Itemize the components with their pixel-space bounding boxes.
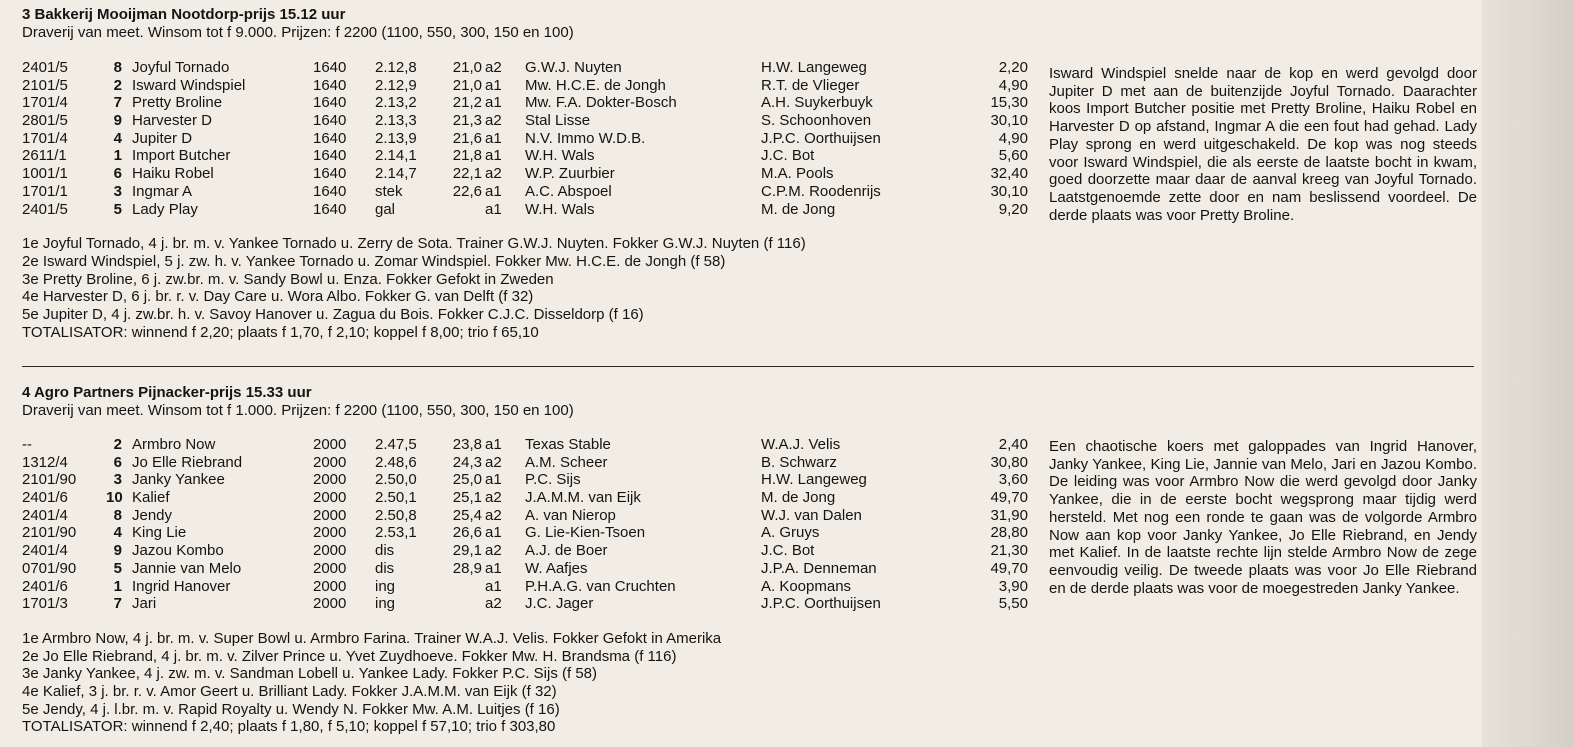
time-cell: 2.12,9 bbox=[375, 76, 417, 94]
form-cell: 1701/4 bbox=[22, 94, 68, 112]
time-cell: dis bbox=[375, 542, 395, 560]
pedigree-list bbox=[22, 235, 1477, 341]
form-cell: 1701/3 bbox=[22, 595, 68, 613]
class-cell: a2 bbox=[485, 112, 502, 130]
start-number-cell: 10 bbox=[106, 489, 123, 507]
class-cell: a1 bbox=[485, 436, 502, 453]
form-cell: 2101/5 bbox=[22, 76, 68, 94]
distance-cell: 2000 bbox=[313, 471, 347, 489]
km-time-cell: 21,3 bbox=[452, 112, 482, 130]
owner-cell: W. Aafjes bbox=[525, 559, 588, 577]
horse-cell: Lady Play bbox=[132, 200, 198, 218]
class-cell: a1 bbox=[485, 471, 502, 489]
distance-cell: 2000 bbox=[313, 595, 347, 613]
pedigree-line: 5e Jendy, 4 j. l.br. m. v. Rapid Royalty u. Wendy N. Fokker Mw. A.M. Luitjes (f 16) bbox=[22, 700, 560, 718]
start-number-cell: 4 bbox=[113, 129, 122, 147]
class-cell: a1 bbox=[485, 182, 502, 200]
time-cell: 2.50,8 bbox=[375, 506, 417, 524]
horse-cell: Kalief bbox=[132, 489, 170, 507]
class-cell: a2 bbox=[485, 506, 502, 524]
horse-cell: Ingmar A bbox=[132, 182, 193, 200]
start-number-cell: 9 bbox=[113, 542, 122, 560]
horse-cell: Haiku Robel bbox=[132, 165, 214, 183]
time-cell: stek bbox=[375, 182, 403, 200]
class-cell: a2 bbox=[485, 489, 502, 507]
form-cell: 2101/90 bbox=[22, 524, 77, 542]
km-time-cell: 25,4 bbox=[452, 506, 482, 524]
driver-cell: M.A. Pools bbox=[761, 165, 834, 183]
horse-cell: Jupiter D bbox=[132, 129, 193, 147]
km-time-cell: 28,9 bbox=[452, 559, 482, 577]
class-cell: a1 bbox=[485, 76, 502, 94]
start-number-cell: 4 bbox=[113, 524, 122, 542]
horse-cell: Ingrid Hanover bbox=[132, 577, 231, 595]
distance-cell: 2000 bbox=[313, 524, 347, 542]
time-cell: 2.13,9 bbox=[375, 129, 417, 147]
pedigree-line: 3e Pretty Broline, 6 j. zw.br. m. v. Sandy Bowl u. Enza. Fokker Gefokt in Zweden bbox=[22, 270, 554, 288]
race-3-block bbox=[22, 6, 1477, 341]
payout-cell: 30,10 bbox=[990, 112, 1028, 130]
km-time-cell: 26,6 bbox=[452, 524, 482, 542]
time-cell: 2.13,2 bbox=[375, 94, 417, 112]
race-4-block bbox=[22, 384, 1477, 736]
section-divider bbox=[22, 366, 1474, 367]
payout-cell: 3,90 bbox=[998, 577, 1028, 595]
horse-cell: King Lie bbox=[132, 524, 187, 542]
class-cell: a2 bbox=[485, 453, 502, 471]
form-cell: 2401/4 bbox=[22, 506, 68, 524]
time-cell: 2.14,1 bbox=[375, 147, 417, 165]
pedigree-line: 1e Joyful Tornado, 4 j. br. m. v. Yankee Tornado u. Zerry de Sota. Trainer G.W.J. Nuyten. Fokker G.W.J. Nuyten (f 116) bbox=[22, 235, 806, 253]
distance-cell: 2000 bbox=[313, 559, 347, 577]
km-time-cell: 25,1 bbox=[452, 489, 482, 507]
form-cell: 2611/1 bbox=[22, 147, 67, 165]
owner-cell: A.C. Abspoel bbox=[525, 182, 612, 200]
start-number-cell: 8 bbox=[113, 59, 122, 76]
owner-cell: Mw. F.A. Dokter-Bosch bbox=[525, 94, 677, 112]
start-number-cell: 8 bbox=[113, 506, 122, 524]
driver-cell: J.C. Bot bbox=[761, 147, 815, 165]
class-cell: a1 bbox=[485, 94, 502, 112]
time-cell: 2.53,1 bbox=[375, 524, 417, 542]
form-cell: 2101/90 bbox=[22, 471, 77, 489]
horse-cell: Jari bbox=[132, 595, 157, 613]
form-cell: 2401/4 bbox=[22, 542, 68, 560]
form-cell: 1701/4 bbox=[22, 129, 68, 147]
payout-cell: 30,10 bbox=[990, 182, 1028, 200]
time-cell: gal bbox=[375, 200, 396, 218]
form-cell: 2401/6 bbox=[22, 577, 68, 595]
totalisator-line: TOTALISATOR: winnend f 2,40; plaats f 1,80, f 5,10; koppel f 57,10; trio f 303,80 bbox=[22, 718, 556, 736]
horse-cell: Import Butcher bbox=[132, 147, 231, 165]
distance-cell: 2000 bbox=[313, 506, 347, 524]
owner-cell: G. Lie-Kien-Tsoen bbox=[525, 524, 646, 542]
owner-cell: W.H. Wals bbox=[525, 147, 595, 165]
owner-cell: A.M. Scheer bbox=[525, 453, 608, 471]
km-time-cell: 21,6 bbox=[452, 129, 482, 147]
payout-cell: 15,30 bbox=[990, 94, 1028, 112]
form-cell: 2801/5 bbox=[22, 112, 68, 130]
class-cell: a2 bbox=[485, 165, 502, 183]
form-cell: 2401/6 bbox=[22, 489, 68, 507]
driver-cell: A. Koopmans bbox=[761, 577, 852, 595]
km-time-cell: 22,1 bbox=[452, 165, 482, 183]
time-cell: 2.50,0 bbox=[375, 471, 417, 489]
payout-cell: 31,90 bbox=[990, 506, 1028, 524]
start-number-cell: 5 bbox=[113, 200, 122, 218]
pedigree-line: 2e Jo Elle Riebrand, 4 j. br. m. v. Zilver Prince u. Yvet Zuydhoeve. Fokker Mw. H. Brandsma (f 116) bbox=[22, 647, 677, 665]
driver-cell: M. de Jong bbox=[761, 489, 836, 507]
owner-cell: N.V. Immo W.D.B. bbox=[525, 129, 646, 147]
payout-cell: 21,30 bbox=[990, 542, 1028, 560]
owner-cell: G.W.J. Nuyten bbox=[525, 59, 622, 76]
owner-cell: W.H. Wals bbox=[525, 200, 595, 218]
race-title: 3 Bakkerij Mooijman Nootdorp-prijs 15.12 uur bbox=[22, 6, 346, 23]
form-cell: 1001/1 bbox=[22, 165, 68, 183]
distance-cell: 2000 bbox=[313, 577, 347, 595]
payout-cell: 2,40 bbox=[998, 436, 1028, 453]
time-cell: ing bbox=[375, 577, 396, 595]
pedigree-list bbox=[22, 630, 1477, 736]
payout-cell: 49,70 bbox=[990, 489, 1028, 507]
payout-cell: 30,80 bbox=[990, 453, 1028, 471]
pedigree-line: 1e Armbro Now, 4 j. br. m. v. Super Bowl u. Armbro Farina. Trainer W.A.J. Velis. Fokker Gefokt in Amerika bbox=[22, 629, 722, 647]
driver-cell: J.P.A. Denneman bbox=[761, 559, 877, 577]
start-number-cell: 6 bbox=[113, 165, 122, 183]
pedigree-line: 4e Kalief, 3 j. br. r. v. Amor Geert u. Brilliant Lady. Fokker J.A.M.M. van Eijk (f 32) bbox=[22, 682, 557, 700]
class-cell: a1 bbox=[485, 524, 502, 542]
driver-cell: C.P.M. Roodenrijs bbox=[761, 182, 881, 200]
race-report: Een chaotische koers met galoppades van Ingrid Hanover, Janky Yankee, King Lie, Jannie van Melo, Jari en Jazou Kombo. De leiding was voor Armbro Now die werd gevolgd door Janky Yankee, die in de eerste bocht wegsprong maar tijdig werd hersteld. Met nog een ronde te gaan was de volgorde Armbro Now aan kop voor Janky Yankee, Jo Elle Riebrand, en Jendy met Kalief. In de laatste rechte lijn stelde Armbro Now de zege eenvoudig veilig. De tweede plaats was voor Jo Elle Riebrand en de derde plaats was voor de moegestreden Janky Yankee. bbox=[1049, 438, 1477, 597]
owner-cell: P.H.A.G. van Cruchten bbox=[525, 577, 676, 595]
race-report: Isward Windspiel snelde naar de kop en werd gevolgd door Jupiter D met aan de buitenzijde Joyful Tornado. Daarachter koos Import Butcher positie met Pretty Broline, Haiku Robel en Harvester D op afstand, Ingmar A die een fout had gehad. Lady Play sprong en werd uitgeschakeld. De kop was nog steeds voor Isward Windspiel, die als eerste de laatste bocht in kwam, goed doorzette maar daar de aanval kreeg van Joyful Tornado. Laatstgenoemde zette door en nam beslissend voordeel. De derde plaats was voor Pretty Broline. bbox=[1049, 65, 1477, 224]
distance-cell: 1640 bbox=[313, 59, 347, 76]
class-cell: a1 bbox=[485, 559, 502, 577]
distance-cell: 1640 bbox=[313, 112, 347, 130]
form-cell: 0701/90 bbox=[22, 559, 77, 577]
payout-cell: 4,90 bbox=[998, 129, 1028, 147]
driver-cell: J.P.C. Oorthuijsen bbox=[761, 595, 881, 613]
horse-cell: Joyful Tornado bbox=[132, 59, 230, 76]
km-time-cell: 23,8 bbox=[452, 436, 482, 453]
km-time-cell: 25,0 bbox=[452, 471, 482, 489]
distance-cell: 1640 bbox=[313, 94, 347, 112]
km-time-cell: 21,0 bbox=[452, 76, 482, 94]
distance-cell: 2000 bbox=[313, 453, 347, 471]
start-number-cell: 2 bbox=[113, 436, 122, 453]
form-cell: 1312/4 bbox=[22, 453, 68, 471]
driver-cell: W.J. van Dalen bbox=[761, 506, 862, 524]
horse-cell: Isward Windspiel bbox=[132, 76, 246, 94]
class-cell: a2 bbox=[485, 59, 502, 76]
time-cell: dis bbox=[375, 559, 395, 577]
time-cell: 2.47,5 bbox=[375, 436, 417, 453]
form-cell: 1701/1 bbox=[22, 182, 68, 200]
class-cell: a1 bbox=[485, 577, 502, 595]
time-cell: 2.13,3 bbox=[375, 112, 417, 130]
payout-cell: 5,50 bbox=[998, 595, 1028, 613]
horse-cell: Janky Yankee bbox=[132, 471, 225, 489]
driver-cell: J.P.C. Oorthuijsen bbox=[761, 129, 881, 147]
distance-cell: 2000 bbox=[313, 489, 347, 507]
start-number-cell: 6 bbox=[113, 453, 122, 471]
driver-cell: B. Schwarz bbox=[761, 453, 837, 471]
horse-cell: Jannie van Melo bbox=[132, 559, 242, 577]
start-number-cell: 3 bbox=[113, 182, 122, 200]
form-cell: 2401/5 bbox=[22, 59, 68, 76]
class-cell: a2 bbox=[485, 542, 502, 560]
owner-cell: P.C. Sijs bbox=[525, 471, 581, 489]
payout-cell: 9,20 bbox=[998, 200, 1028, 218]
owner-cell: A.J. de Boer bbox=[525, 542, 608, 560]
payout-cell: 5,60 bbox=[998, 147, 1028, 165]
pedigree-line: 2e Isward Windspiel, 5 j. zw. h. v. Yankee Tornado u. Zomar Windspiel. Fokker Mw. H.C.E. de Jongh (f 58) bbox=[22, 252, 726, 270]
horse-cell: Harvester D bbox=[132, 112, 213, 130]
payout-cell: 28,80 bbox=[990, 524, 1028, 542]
horse-cell: Pretty Broline bbox=[132, 94, 223, 112]
horse-cell: Jendy bbox=[132, 506, 173, 524]
distance-cell: 1640 bbox=[313, 129, 347, 147]
km-time-cell: 21,0 bbox=[452, 59, 482, 76]
distance-cell: 2000 bbox=[313, 436, 347, 453]
owner-cell: J.C. Jager bbox=[525, 595, 594, 613]
race-title: 4 Agro Partners Pijnacker-prijs 15.33 uur bbox=[22, 384, 312, 401]
form-cell: -- bbox=[22, 436, 32, 453]
driver-cell: R.T. de Vlieger bbox=[761, 76, 860, 94]
distance-cell: 1640 bbox=[313, 76, 347, 94]
time-cell: 2.48,6 bbox=[375, 453, 417, 471]
km-time-cell: 22,6 bbox=[452, 182, 482, 200]
driver-cell: W.A.J. Velis bbox=[761, 436, 841, 453]
payout-cell: 2,20 bbox=[998, 59, 1028, 76]
adjacent-page-edge bbox=[1482, 0, 1573, 747]
driver-cell: A.H. Suykerbuyk bbox=[761, 94, 873, 112]
distance-cell: 1640 bbox=[313, 182, 347, 200]
driver-cell: S. Schoonhoven bbox=[761, 112, 872, 130]
payout-cell: 4,90 bbox=[998, 76, 1028, 94]
class-cell: a1 bbox=[485, 147, 502, 165]
payout-cell: 32,40 bbox=[990, 165, 1028, 183]
start-number-cell: 5 bbox=[113, 559, 122, 577]
km-time-cell: 21,8 bbox=[452, 147, 482, 165]
time-cell: 2.14,7 bbox=[375, 165, 417, 183]
driver-cell: J.C. Bot bbox=[761, 542, 815, 560]
start-number-cell: 1 bbox=[113, 147, 122, 165]
payout-cell: 49,70 bbox=[990, 559, 1028, 577]
driver-cell: H.W. Langeweg bbox=[761, 59, 867, 76]
start-number-cell: 3 bbox=[113, 471, 122, 489]
start-number-cell: 2 bbox=[113, 76, 122, 94]
distance-cell: 1640 bbox=[313, 200, 347, 218]
time-cell: ing bbox=[375, 595, 396, 613]
class-cell: a2 bbox=[485, 595, 502, 613]
class-cell: a1 bbox=[485, 129, 502, 147]
owner-cell: J.A.M.M. van Eijk bbox=[525, 489, 641, 507]
time-cell: 2.12,8 bbox=[375, 59, 417, 76]
time-cell: 2.50,1 bbox=[375, 489, 417, 507]
owner-cell: Stal Lisse bbox=[525, 112, 591, 130]
race-conditions: Draverij van meet. Winsom tot f 9.000. Prijzen: f 2200 (1100, 550, 300, 150 en 100) bbox=[22, 24, 574, 41]
pedigree-line: 3e Janky Yankee, 4 j. zw. m. v. Sandman Lobell u. Yankee Lady. Fokker P.C. Sijs (f 58) bbox=[22, 665, 598, 683]
driver-cell: H.W. Langeweg bbox=[761, 471, 867, 489]
distance-cell: 1640 bbox=[313, 165, 347, 183]
class-cell: a1 bbox=[485, 200, 502, 218]
horse-cell: Jazou Kombo bbox=[132, 542, 224, 560]
distance-cell: 1640 bbox=[313, 147, 347, 165]
start-number-cell: 1 bbox=[113, 577, 122, 595]
payout-cell: 3,60 bbox=[998, 471, 1028, 489]
horse-cell: Jo Elle Riebrand bbox=[132, 453, 243, 471]
owner-cell: W.P. Zuurbier bbox=[525, 165, 615, 183]
race-conditions: Draverij van meet. Winsom tot f 1.000. Prijzen: f 2200 (1100, 550, 300, 150 en 100) bbox=[22, 402, 574, 419]
owner-cell: Texas Stable bbox=[525, 436, 611, 453]
km-time-cell: 21,2 bbox=[452, 94, 482, 112]
pedigree-line: 4e Harvester D, 6 j. br. r. v. Day Care u. Wora Albo. Fokker G. van Delft (f 32) bbox=[22, 288, 534, 306]
owner-cell: Mw. H.C.E. de Jongh bbox=[525, 76, 666, 94]
distance-cell: 2000 bbox=[313, 542, 347, 560]
km-time-cell: 29,1 bbox=[452, 542, 482, 560]
driver-cell: A. Gruys bbox=[761, 524, 820, 542]
horse-cell: Armbro Now bbox=[132, 436, 216, 453]
totalisator-line: TOTALISATOR: winnend f 2,20; plaats f 1,70, f 2,10; koppel f 8,00; trio f 65,10 bbox=[22, 323, 539, 341]
form-cell: 2401/5 bbox=[22, 200, 68, 218]
result-row bbox=[22, 595, 1477, 613]
km-time-cell: 24,3 bbox=[452, 453, 482, 471]
start-number-cell: 9 bbox=[113, 112, 122, 130]
owner-cell: A. van Nierop bbox=[525, 506, 616, 524]
driver-cell: M. de Jong bbox=[761, 200, 836, 218]
pedigree-line: 5e Jupiter D, 4 j. zw.br. h. v. Savoy Hanover u. Zagua du Bois. Fokker C.J.C. Disseldorp (f 16) bbox=[22, 305, 644, 323]
start-number-cell: 7 bbox=[113, 94, 122, 112]
start-number-cell: 7 bbox=[113, 595, 122, 613]
